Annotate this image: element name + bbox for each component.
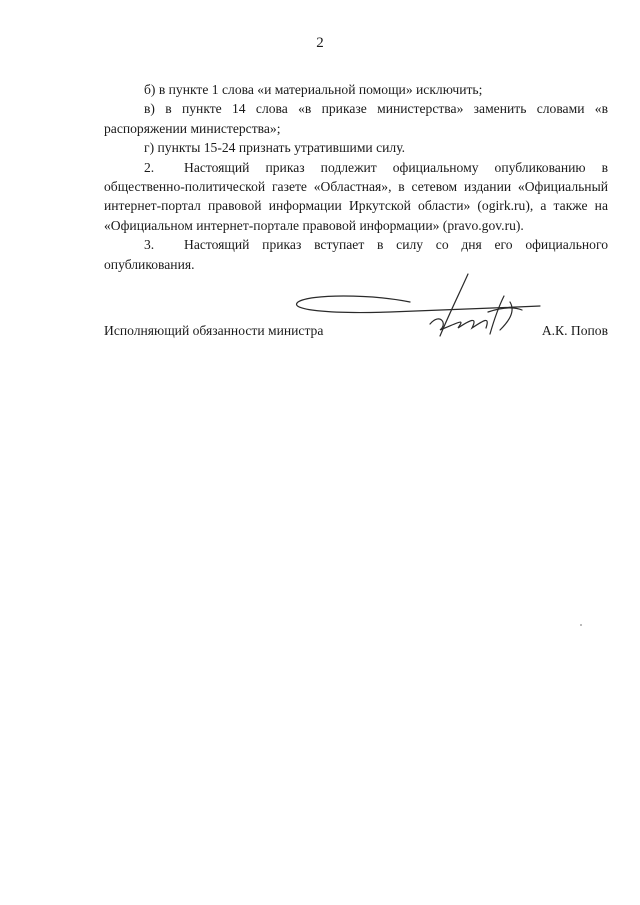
document-body (104, 80, 608, 274)
signatory-title: Исполняющий обязанности министра (104, 323, 324, 338)
paragraph-b: б) в пункте 1 слова «и материальной помощи» исключить; (144, 82, 483, 97)
paragraph-text: Настоящий приказ подлежит официальному опубликованию в общественно-политической газете «Областная», в сетевом издании «Официальный интернет-портал правовой информации Иркутской области» (ogirk.ru), а также на «Официальном интернет-портале правовой информации» (pravo.gov.ru). (104, 159, 608, 233)
paragraph-text: Настоящий приказ вступает в силу со дня его официального опубликования. (104, 237, 608, 272)
paragraph-number: 3. (144, 237, 155, 253)
paragraph-number: 2. (144, 159, 155, 175)
signatory-name: А.К. Попов (541, 323, 608, 338)
paragraph-g: г) пункты 15-24 признать утратившими силу. (144, 140, 406, 156)
signature-block (104, 318, 608, 348)
paragraph-3 (104, 235, 608, 274)
scan-speck (580, 624, 582, 626)
paragraph-v: в) в пункте 14 слова «в приказе министерства» заменить словами «в распоряжении министерства»; (104, 101, 608, 136)
paragraph-2 (104, 158, 608, 236)
page-number: 2 (316, 35, 324, 51)
